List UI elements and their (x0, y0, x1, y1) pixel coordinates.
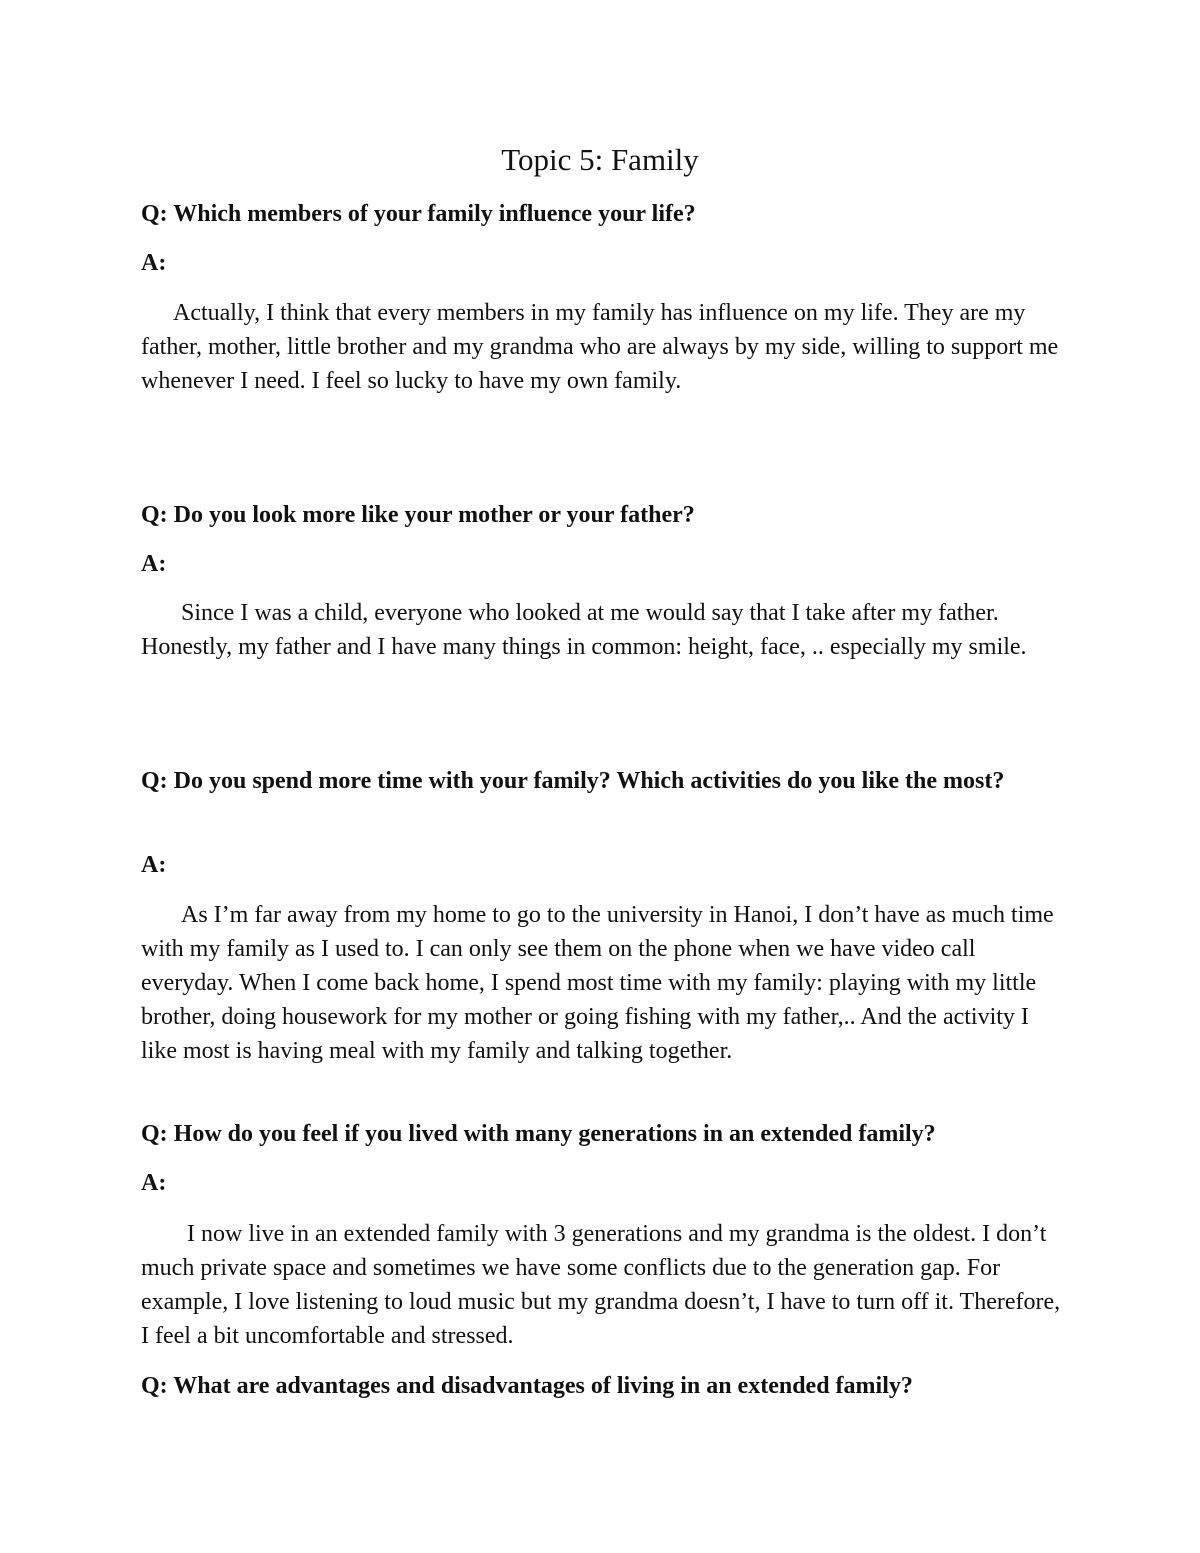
question-4: Q: How do you feel if you lived with many generations in an extended family? (141, 1121, 936, 1147)
question-2: Q: Do you look more like your mother or your father? (141, 502, 695, 528)
question-3: Q: Do you spend more time with your family? Which activities do you like the most? (141, 768, 1005, 794)
answer-3: As I’m far away from my home to go to the university in Hanoi, I don’t have as much time with my family as I used to. I can only see them on the phone when we have video call everyday. When I come back home, I spend most time with my family: playing with my little brother, doing housework for my mother or going fishing with my father,.. And the activity I like most is having meal with my family and talking together. (141, 902, 1054, 1064)
question-5: Q: What are advantages and disadvantages of living in an extended family? (141, 1373, 913, 1399)
answer-2: Since I was a child, everyone who looked at me would say that I take after my father. Honestly, my father and I have many things in common: height, face, .. especially my smile. (141, 600, 1027, 660)
question-1: Q: Which members of your family influence your life? (141, 201, 696, 227)
answer-1: Actually, I think that every members in my family has influence on my life. They are my father, mother, little brother and my grandma who are always by my side, willing to support me whenever I need. I feel so lucky to have my own family. (141, 300, 1059, 394)
answer-label-1: A: (141, 250, 167, 276)
answer-label-3: A: (141, 852, 167, 878)
page-title: Topic 5: Family (501, 142, 699, 177)
answer-4: I now live in an extended family with 3 generations and my grandma is the oldest. I don’t much private space and sometimes we have some conflicts due to the generation gap. For example, I love listening to loud music but my grandma doesn’t, I have to turn off it. Therefore, I feel a bit uncomfortable and stressed. (141, 1221, 1061, 1349)
answer-label-2: A: (141, 551, 167, 577)
answer-label-4: A: (141, 1170, 167, 1196)
